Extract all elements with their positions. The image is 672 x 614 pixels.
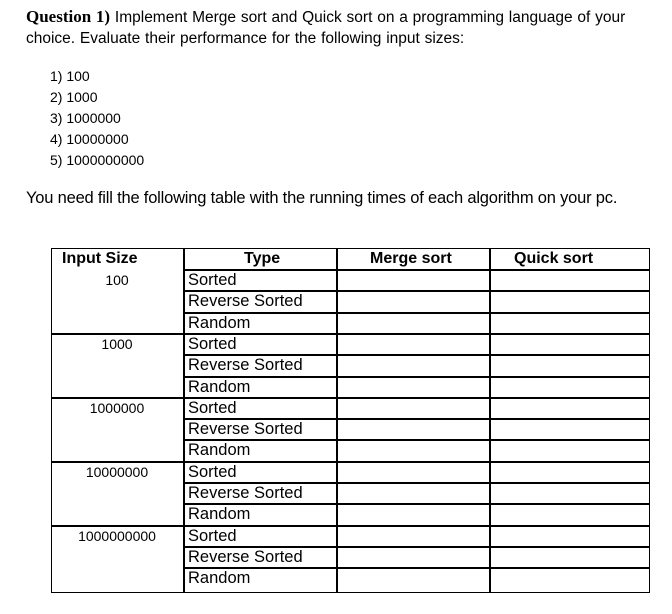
header-merge-sort: Merge sort	[370, 250, 452, 267]
group-divider	[52, 525, 183, 527]
merge-sort-cell[interactable]	[338, 463, 489, 482]
column-divider	[183, 249, 185, 592]
input-size-cell: 1000	[101, 335, 133, 352]
input-size-cell: 1000000000	[78, 527, 156, 544]
list-item: 3) 1000000	[50, 110, 121, 126]
merge-sort-cell[interactable]	[338, 271, 489, 290]
quick-sort-cell[interactable]	[491, 569, 649, 588]
quick-sort-cell[interactable]	[491, 441, 649, 460]
list-item: 1) 100	[50, 68, 90, 84]
merge-sort-cell[interactable]	[338, 314, 489, 333]
merge-sort-cell[interactable]	[338, 527, 489, 546]
merge-sort-cell[interactable]	[338, 569, 489, 588]
list-item: 5) 1000000000	[50, 152, 145, 168]
quick-sort-cell[interactable]	[491, 378, 649, 397]
list-item: 2) 1000	[50, 89, 98, 105]
input-size-cell: 100	[105, 272, 129, 288]
group-divider	[52, 397, 183, 399]
merge-sort-cell[interactable]	[338, 292, 489, 311]
type-cell: Sorted	[188, 462, 237, 481]
list-item: 4) 10000000	[50, 131, 129, 147]
merge-sort-cell[interactable]	[338, 441, 489, 460]
quick-sort-cell[interactable]	[491, 420, 649, 439]
merge-sort-cell[interactable]	[338, 420, 489, 439]
type-cell: Random	[188, 377, 251, 396]
group-divider	[52, 461, 183, 463]
type-cell: Reverse Sorted	[188, 547, 303, 566]
type-cell: Reverse Sorted	[188, 420, 303, 439]
quick-sort-cell[interactable]	[491, 271, 649, 290]
merge-sort-cell[interactable]	[338, 484, 489, 503]
quick-sort-cell[interactable]	[491, 356, 649, 375]
quick-sort-cell[interactable]	[491, 484, 649, 503]
merge-sort-cell[interactable]	[338, 335, 489, 354]
quick-sort-cell[interactable]	[491, 399, 649, 418]
type-cell: Random	[188, 313, 251, 332]
type-cell: Sorted	[188, 271, 237, 289]
merge-sort-cell[interactable]	[338, 356, 489, 375]
quick-sort-cell[interactable]	[491, 505, 649, 524]
quick-sort-cell[interactable]	[491, 314, 649, 333]
type-cell: Reverse Sorted	[188, 484, 303, 502]
quick-sort-cell[interactable]	[491, 527, 649, 546]
instruction-text: You need fill the following table with the running times of each algorithm on your pc.	[26, 189, 618, 207]
type-cell: Random	[188, 441, 251, 460]
group-divider	[52, 333, 183, 335]
input-size-cell: 10000000	[85, 463, 149, 480]
question-label: Question 1)	[26, 7, 111, 26]
type-cell: Reverse Sorted	[188, 356, 303, 375]
header-type: Type	[244, 250, 281, 267]
header-input-size: Input Size	[62, 250, 138, 267]
quick-sort-cell[interactable]	[491, 335, 649, 354]
type-cell: Sorted	[188, 334, 237, 353]
quick-sort-cell[interactable]	[491, 548, 649, 567]
question-paragraph	[26, 6, 646, 49]
input-size-cell: 1000000	[89, 399, 145, 416]
merge-sort-cell[interactable]	[338, 399, 489, 418]
merge-sort-cell[interactable]	[338, 378, 489, 397]
type-cell: Sorted	[188, 398, 237, 417]
type-cell: Reverse Sorted	[188, 292, 303, 311]
input-size-list	[50, 66, 144, 171]
question-text: Implement Merge sort and Quick sort on a programming language of your choice. Evaluate their performance for the following input sizes:	[26, 9, 626, 47]
quick-sort-cell[interactable]	[491, 292, 649, 311]
type-cell: Random	[188, 569, 251, 588]
results-table	[51, 248, 650, 593]
merge-sort-cell[interactable]	[338, 548, 489, 567]
header-quick-sort: Quick sort	[514, 250, 594, 267]
quick-sort-cell[interactable]	[491, 463, 649, 482]
merge-sort-cell[interactable]	[338, 505, 489, 524]
type-cell: Sorted	[188, 526, 237, 545]
type-cell: Random	[188, 505, 251, 524]
